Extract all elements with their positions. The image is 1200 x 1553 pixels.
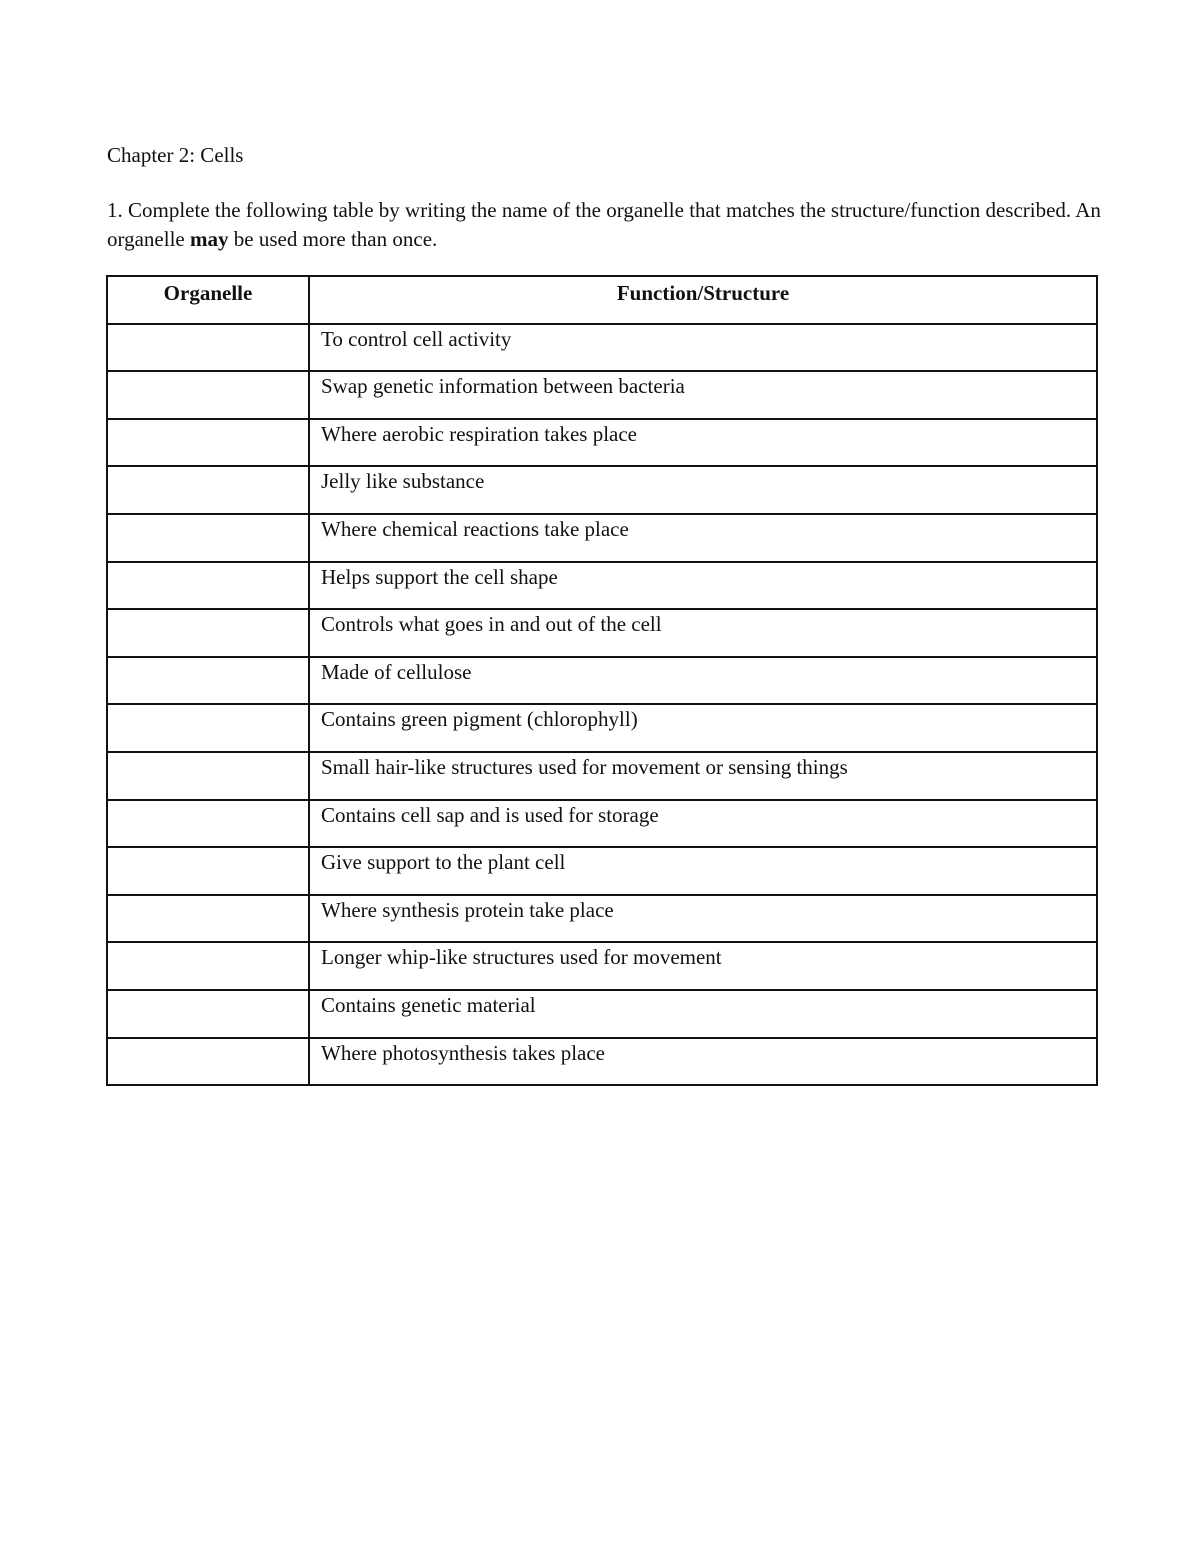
organelle-table <box>106 275 1098 1086</box>
table-row <box>107 609 1097 657</box>
organelle-answer-cell[interactable] <box>107 704 309 752</box>
table-header-row <box>107 276 1097 324</box>
table-row <box>107 895 1097 943</box>
organelle-answer-cell[interactable] <box>107 514 309 562</box>
table-row <box>107 704 1097 752</box>
organelle-answer-cell[interactable] <box>107 466 309 514</box>
organelle-answer-cell[interactable] <box>107 800 309 848</box>
organelle-answer-cell[interactable] <box>107 419 309 467</box>
instructions <box>107 196 1107 254</box>
table-row <box>107 466 1097 514</box>
table-row <box>107 800 1097 848</box>
organelle-answer-cell[interactable] <box>107 609 309 657</box>
organelle-answer-cell[interactable] <box>107 847 309 895</box>
organelle-answer-cell[interactable] <box>107 1038 309 1086</box>
function-structure-cell: Longer whip-like structures used for movement <box>309 942 1097 990</box>
table-row <box>107 942 1097 990</box>
function-structure-cell: Where photosynthesis takes place <box>309 1038 1097 1086</box>
table-row <box>107 847 1097 895</box>
function-structure-cell: Where chemical reactions take place <box>309 514 1097 562</box>
table-row <box>107 324 1097 372</box>
table-body <box>107 324 1097 1086</box>
header-organelle: Organelle <box>107 276 309 324</box>
organelle-answer-cell[interactable] <box>107 371 309 419</box>
function-structure-cell: Contains green pigment (chlorophyll) <box>309 704 1097 752</box>
function-structure-cell: To control cell activity <box>309 324 1097 372</box>
page-title: Chapter 2: Cells <box>107 143 244 167</box>
function-structure-cell: Small hair-like structures used for movement or sensing things <box>309 752 1097 800</box>
organelle-answer-cell[interactable] <box>107 324 309 372</box>
table-row <box>107 562 1097 610</box>
instructions-text-end: be used more than once. <box>228 227 438 251</box>
organelle-answer-cell[interactable] <box>107 562 309 610</box>
function-structure-cell: Controls what goes in and out of the cell <box>309 609 1097 657</box>
instructions-text: 1. Complete the following table by writing the name of the organelle that matches the structure/function described. An organelle <box>107 198 1101 251</box>
function-structure-cell: Where aerobic respiration takes place <box>309 419 1097 467</box>
table-row <box>107 990 1097 1038</box>
organelle-answer-cell[interactable] <box>107 752 309 800</box>
table-row <box>107 657 1097 705</box>
table-row <box>107 371 1097 419</box>
function-structure-cell: Made of cellulose <box>309 657 1097 705</box>
instructions-emphasis: may <box>190 227 229 251</box>
organelle-answer-cell[interactable] <box>107 895 309 943</box>
function-structure-cell: Swap genetic information between bacteria <box>309 371 1097 419</box>
function-structure-cell: Jelly like substance <box>309 466 1097 514</box>
table-row <box>107 752 1097 800</box>
function-structure-cell: Where synthesis protein take place <box>309 895 1097 943</box>
function-structure-cell: Give support to the plant cell <box>309 847 1097 895</box>
table-row <box>107 514 1097 562</box>
table-row <box>107 419 1097 467</box>
organelle-answer-cell[interactable] <box>107 990 309 1038</box>
function-structure-cell: Helps support the cell shape <box>309 562 1097 610</box>
table-row <box>107 1038 1097 1086</box>
organelle-answer-cell[interactable] <box>107 657 309 705</box>
function-structure-cell: Contains cell sap and is used for storage <box>309 800 1097 848</box>
header-function-structure: Function/Structure <box>309 276 1097 324</box>
organelle-answer-cell[interactable] <box>107 942 309 990</box>
function-structure-cell: Contains genetic material <box>309 990 1097 1038</box>
